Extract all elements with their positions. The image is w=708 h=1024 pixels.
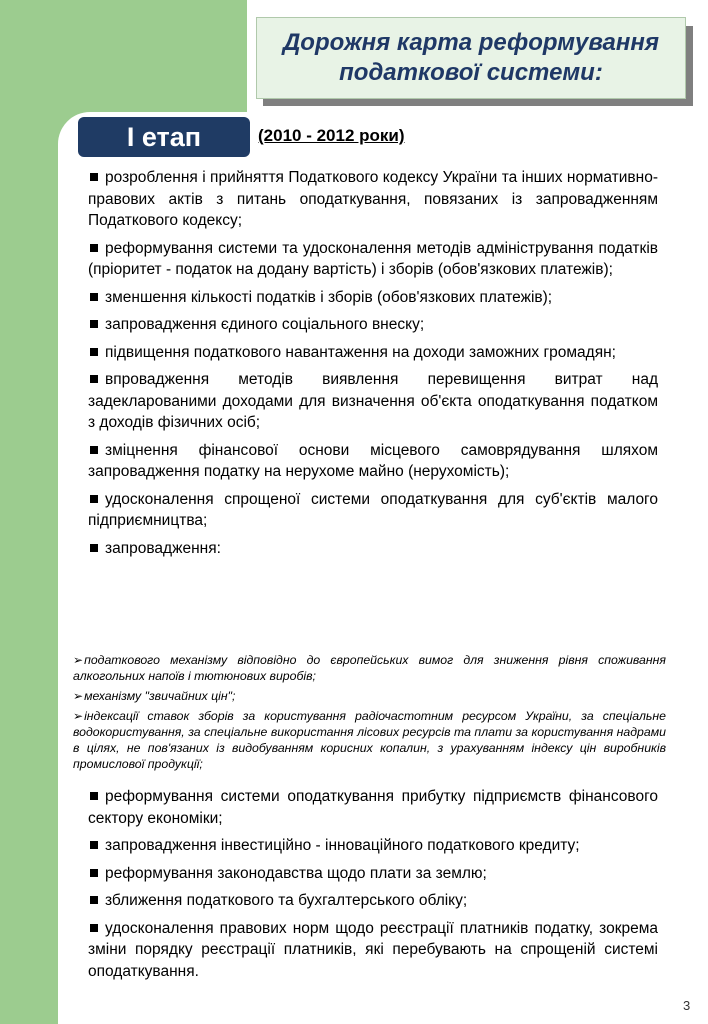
page-number: 3 xyxy=(683,998,691,1013)
square-bullet-icon xyxy=(90,320,98,328)
bullet-item xyxy=(88,890,658,912)
stage-badge: I етап xyxy=(78,117,250,157)
bullet-text: зближення податкового та бухгалтерського обліку; xyxy=(105,892,468,909)
square-bullet-icon xyxy=(90,841,98,849)
square-bullet-icon xyxy=(90,244,98,252)
square-bullet-icon xyxy=(90,446,98,454)
sub-item-text: індексації ставок зборів за користування радіочастотним ресурсом України, за спеціальне водокористування, за спеціальне використання лісових ресурсів та плати за користування надрами в цілях, не пов'язаних із видобуванням корисних копалин, з урахуванням індексу цін виробників промислової продукції; xyxy=(73,709,666,771)
square-bullet-icon xyxy=(90,544,98,552)
bullet-text: запровадження єдиного соціального внеску; xyxy=(105,316,425,333)
bullet-text: запровадження: xyxy=(105,539,221,557)
bullet-item xyxy=(88,835,658,857)
square-bullet-icon xyxy=(90,896,98,904)
bullet-text: впровадження методів виявлення перевищення витрат над задекларованими доходами для визначення об'єкта оподаткування податком з доходів фізичних осіб; xyxy=(88,371,658,431)
sub-item xyxy=(73,688,666,704)
bullet-item xyxy=(88,167,658,232)
square-bullet-icon xyxy=(90,348,98,356)
sub-item-text: податкового механізму відповідно до європейських вимог для зниження рівня споживання алкогольних напоїв і тютюнових виробів; xyxy=(73,653,666,683)
bullet-list xyxy=(88,167,658,565)
bullet-item xyxy=(88,440,658,483)
bullet-item xyxy=(88,538,658,560)
bullet-item xyxy=(88,786,658,829)
arrow-bullet-icon: ➢ xyxy=(73,689,84,703)
bullet-text: реформування системи оподаткування прибутку підприємств фінансового сектору економіки; xyxy=(88,788,658,827)
bullet-text: реформування системи та удосконалення методів адміністрування податків (пріоритет - податок на додану вартість) і зборів (обов'язкових платежів); xyxy=(88,239,658,278)
sub-item-text: механізму "звичайних цін"; xyxy=(84,689,236,703)
bullet-text: зменшення кількості податків і зборів (обов'язкових платежів); xyxy=(105,288,553,306)
square-bullet-icon xyxy=(90,495,98,503)
bullet-item xyxy=(88,863,658,885)
bullet-item xyxy=(88,342,658,364)
square-bullet-icon xyxy=(90,869,98,877)
arrow-bullet-icon: ➢ xyxy=(73,709,84,723)
bullet-text: зміцнення фінансової основи місцевого самоврядування шляхом запровадження податку на нерухоме майно (нерухомість); xyxy=(88,441,658,480)
bullet-item xyxy=(88,238,658,281)
stage-years: (2010 - 2012 роки) xyxy=(258,126,405,145)
bullet-item xyxy=(88,287,658,309)
bullet-text: розроблення і прийняття Податкового кодексу України та інших нормативно-правових актів з питань оподаткування, повязаних із запровадженням Податкового кодексу; xyxy=(88,169,658,229)
title-line-1: Дорожня карта реформування xyxy=(282,29,660,56)
sub-item-list xyxy=(73,652,666,776)
bullet-item xyxy=(88,489,658,532)
square-bullet-icon xyxy=(90,792,98,800)
bullet-item xyxy=(88,369,658,434)
arrow-bullet-icon: ➢ xyxy=(73,653,84,667)
bullet-list-2 xyxy=(88,786,658,988)
sub-item xyxy=(73,652,666,684)
bullet-text: реформування законодавства щодо плати за землю; xyxy=(105,864,487,882)
bullet-item xyxy=(88,918,658,983)
title-line-2: податкової системи: xyxy=(339,59,603,86)
square-bullet-icon xyxy=(90,173,98,181)
bullet-text: удосконалення спрощеної системи оподаткування для суб'єктів малого підприємництва; xyxy=(88,490,658,529)
bullet-text: запровадження інвестиційно - інноваційного податкового кредиту; xyxy=(105,837,580,854)
title-box xyxy=(256,17,686,99)
square-bullet-icon xyxy=(90,293,98,301)
square-bullet-icon xyxy=(90,924,98,932)
sub-item xyxy=(73,708,666,772)
bullet-text: підвищення податкового навантаження на доходи заможних громадян; xyxy=(105,343,616,361)
bullet-item xyxy=(88,314,658,336)
square-bullet-icon xyxy=(90,375,98,383)
slide-title xyxy=(283,28,659,88)
bullet-text: удосконалення правових норм щодо реєстрації платників податку, зокрема зміни порядку реєстрації платників, які перебувають на спрощеній системі оподаткування. xyxy=(88,919,658,980)
